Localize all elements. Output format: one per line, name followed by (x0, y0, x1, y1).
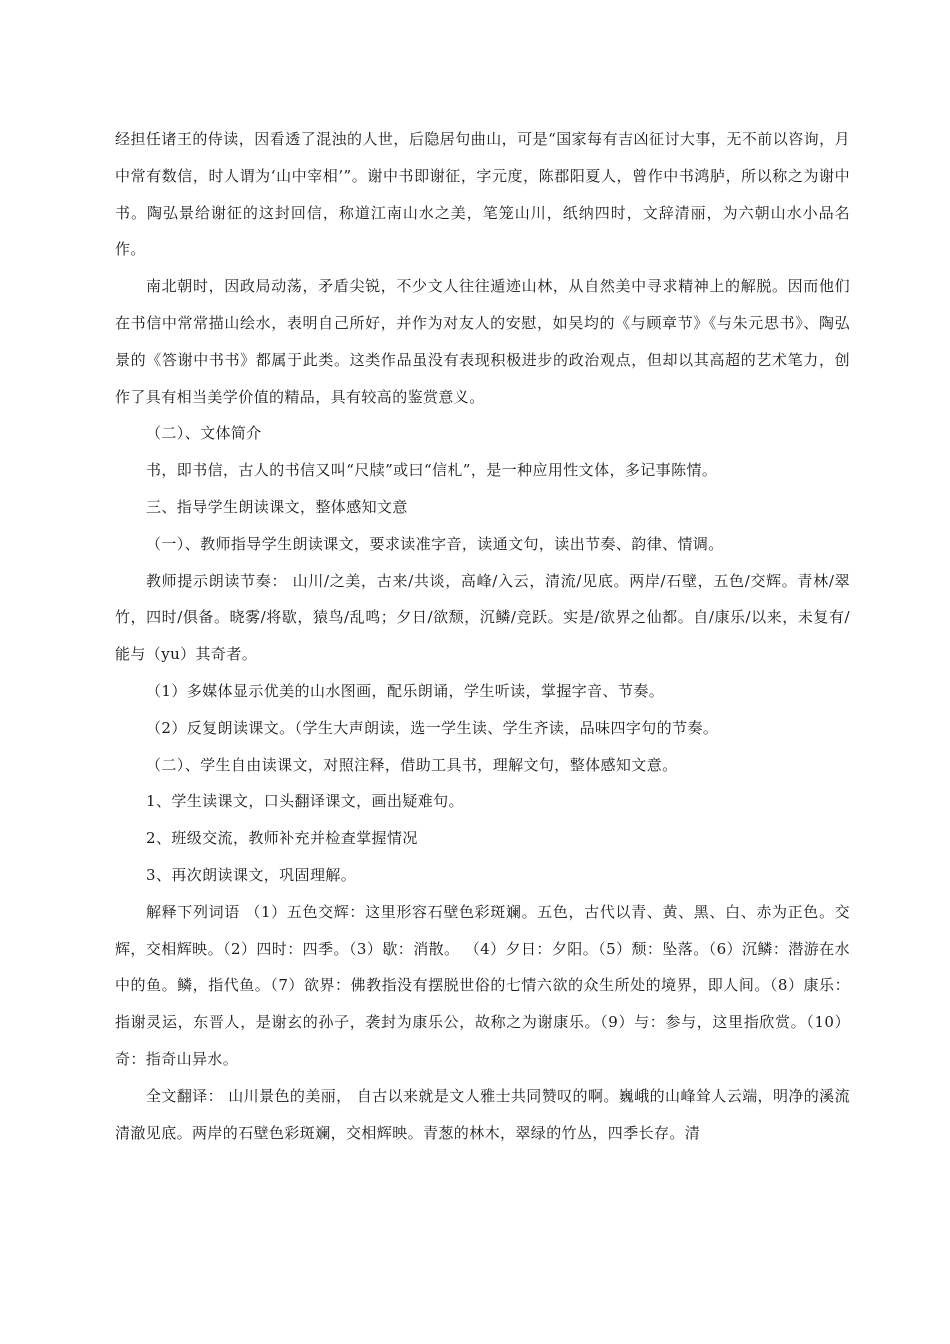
paragraph-genre: 书，即书信，古人的书信又叫“尺牍”或曰“信札”，是一种应用性文体，多记事陈情。 (146, 461, 718, 480)
section-heading-genre: （二）、文体简介 (146, 424, 262, 443)
subsection-heading-teacher-guide: （一）、教师指导学生朗读课文，要求读准字音，读通文句，读出节奏、韵律、情调。 (146, 534, 724, 553)
document-page (115, 121, 850, 1151)
paragraph-translation: 全文翻译： 山川景色的美丽， 自古以来就是文人雅士共同赞叹的啊。巍峨的山峰耸人云端，明净的溪流清澈见底。两岸的石壁色彩斑斓，交相辉映。青葱的林木，翠绿的竹丛，四季长存。清 (115, 1086, 850, 1142)
list-item-step-2: 2、班级交流，教师补充并检查掌握情况 (146, 829, 418, 848)
paragraph-biography: 经担任诸王的侍读，因看透了混浊的人世，后隐居句曲山，可是“国家每有吉凶征讨大事，无不前以咨询，月中常有数信，时人谓为‘山中宰相’”。谢中书即谢征，字元度，陈郡阳夏人，曾作中书鸿胪，所以称之为谢中书。陶弘景给谢征的这封回信，称道江南山水之美，笔笼山川，纸纳四时，文辞清丽，为六朝山水小品名作。 (115, 130, 850, 259)
list-item-step-1: 1、学生读课文，口头翻译课文，画出疑难句。 (146, 792, 464, 811)
paragraph-vocabulary: 解释下列词语 （1）五色交辉：这里形容石壁色彩斑斓。五色，古代以青、黄、黑、白、赤为正色。交辉，交相辉映。（2）四时：四季。（3）歇：消散。 （4）夕日：夕阳。（5）颓：坠落。（6）沉鳞：潜游在水中的鱼。鳞，指代鱼。（7）欲界：佛教指没有摆脱世俗的七情六欲的众生所处的境界，即人间。（8）康乐：指谢灵运，东晋人，是谢玄的孙子，袭封为康乐公，故称之为谢康乐。（9）与：参与，这里指欣赏。（10）奇：指奇山异水。 (115, 902, 850, 1068)
paragraph-background: 南北朝时，因政局动荡，矛盾尖锐，不少文人往往遁迹山林，从自然美中寻求精神上的解脱。因而他们在书信中常常描山绘水，表明自己所好，并作为对友人的安慰，如吴均的《与顾章节》《与朱元思书》、陶弘景的《答谢中书书》都属于此类。这类作品虽没有表现积极进步的政治观点，但却以其高超的艺术笔力，创作了具有相当美学价值的精品，具有较高的鉴赏意义。 (115, 277, 850, 406)
list-item-multimedia: （1）多媒体显示优美的山水图画，配乐朗诵，学生听读，掌握字音、节奏。 (146, 681, 665, 700)
subsection-heading-free-reading: （二）、学生自由读课文，对照注释，借助工具书，理解文句，整体感知文意。 (146, 755, 678, 774)
list-item-step-3: 3、再次朗读课文，巩固理解。 (146, 865, 357, 884)
list-item-repeat-reading: （2）反复朗读课文。（学生大声朗读，选一学生读、学生齐读，品味四字句的节奏。 (146, 718, 719, 737)
paragraph-rhythm: 教师提示朗读节奏： 山川/之美，古来/共谈，高峰/入云，清流/见底。两岸/石壁，五色/交辉。青林/翠竹，四时/俱备。晓雾/将歇，猿鸟/乱鸣；夕日/欲颓，沉鳞/竞跃。实是/欲界之仙都。自/康乐/以来，未复有/能与（yu）其奇者。 (115, 571, 850, 664)
section-heading-reading: 三、指导学生朗读课文，整体感知文意 (146, 497, 408, 516)
